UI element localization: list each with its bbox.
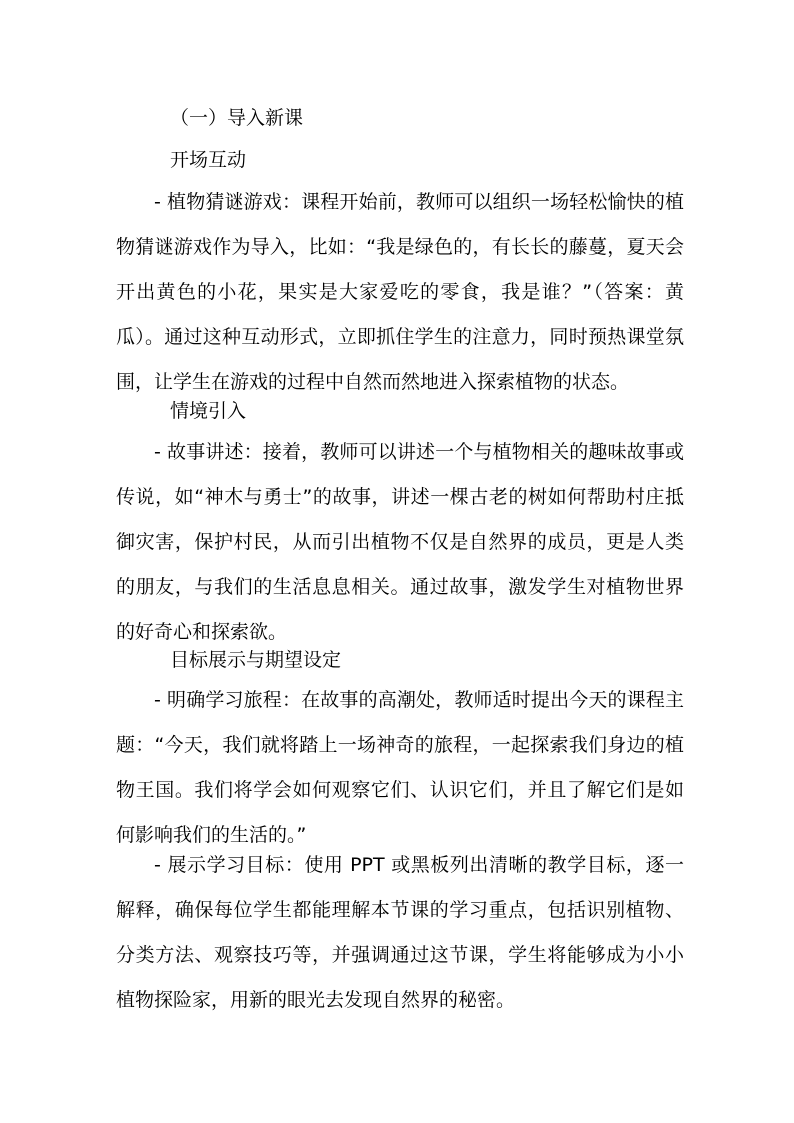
paragraph-text: - 展示学习目标：使用 PPT 或黑板列出清晰的教学目标，逐一解释，确保每位学生都能理解本节课的学习重点，包括识别植物、分类方法、观察技巧等，并强调通过这节课，学生将能够成为小小植物探险家，用新的眼光去发现自然界的秘密。 [116, 854, 684, 1011]
paragraph-learning-goals [116, 843, 684, 1023]
subheading-scenario-intro: 情境引入 [170, 400, 247, 422]
paragraph-text: - 明确学习旅程：在故事的高潮处，教师适时提出今天的课程主题：“今天，我们就将踏上一场神奇的旅程，一起探索我们身边的植物王国。我们将学会如何观察它们、认识它们，并且了解它们是如何影响我们的生活的。” [116, 689, 684, 846]
subheading-opening-interaction: 开场互动 [170, 149, 247, 171]
paragraph-story-telling [116, 430, 684, 655]
paragraph-learning-journey [116, 678, 684, 858]
subheading-goals-expectations: 目标展示与期望设定 [170, 649, 342, 671]
paragraph-text: - 故事讲述：接着，教师可以讲述一个与植物相关的趣味故事或传说，如“神木与勇士”的故事，讲述一棵古老的树如何帮助村庄抵御灾害，保护村民，从而引出植物不仅是自然界的成员，更是人类的朋友，与我们的生活息息相关。通过故事，激发学生对植物世界的好奇心和探索欲。 [116, 441, 684, 643]
paragraph-plant-riddle [116, 180, 684, 405]
section-title: （一）导入新课 [170, 107, 304, 129]
paragraph-text: - 植物猜谜游戏：课程开始前，教师可以组织一场轻松愉快的植物猜谜游戏作为导入，比如：“我是绿色的，有长长的藤蔓，夏天会开出黄色的小花，果实是大家爱吃的零食，我是谁？”（答案：黄瓜）。通过这种互动形式，立即抓住学生的注意力，同时预热课堂氛围，让学生在游戏的过程中自然而然地进入探索植物的状态。 [116, 191, 684, 393]
